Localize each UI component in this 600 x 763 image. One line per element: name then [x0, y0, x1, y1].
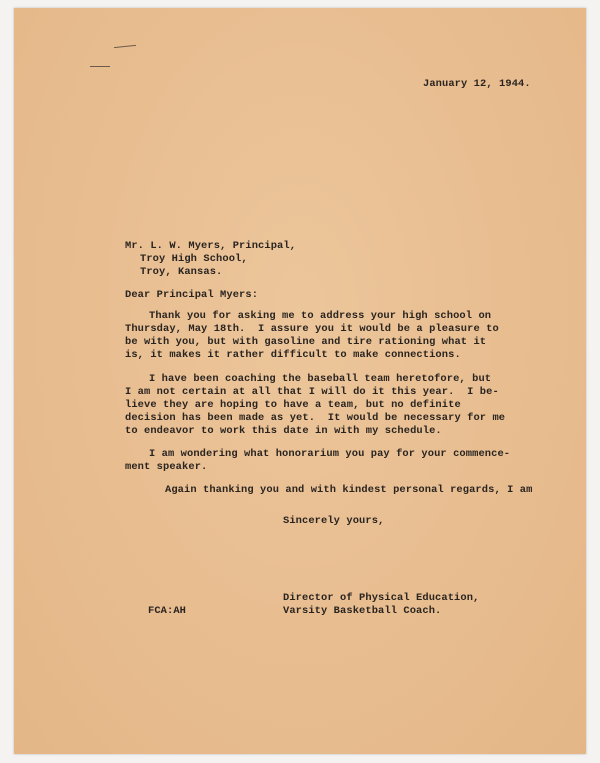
- reference-initials: FCA:AH: [148, 605, 187, 617]
- signature-line: Director of Physical Education,: [283, 592, 480, 604]
- body-line: I am not certain at all that I will do it this year. I be-: [125, 386, 499, 398]
- salutation: Dear Principal Myers:: [125, 289, 259, 301]
- body-line: Thursday, May 18th. I assure you it would be a pleasure to: [125, 323, 499, 335]
- body-line: lieve they are hoping to have a team, but no definite: [125, 399, 461, 411]
- body-line: decision has been made as yet. It would be necessary for me: [125, 412, 506, 424]
- recipient-line: Mr. L. W. Myers, Principal,: [125, 240, 297, 252]
- body-line: be with you, but with gasoline and tire rationing what it: [125, 336, 487, 348]
- closing: Sincerely yours,: [283, 515, 385, 527]
- recipient-line: Troy, Kansas.: [140, 266, 223, 278]
- body-line: I have been coaching the baseball team heretofore, but: [149, 373, 492, 385]
- signature-line: Varsity Basketball Coach.: [283, 605, 442, 617]
- letter-date: January 12, 1944.: [423, 78, 531, 90]
- pencil-mark: [114, 45, 136, 48]
- body-line: ment speaker.: [125, 461, 208, 473]
- body-line: Again thanking you and with kindest personal regards, I am: [165, 484, 533, 496]
- pencil-mark: [90, 66, 110, 67]
- recipient-line: Troy High School,: [140, 253, 248, 265]
- body-line: to endeavor to work this date in with my schedule.: [125, 425, 442, 437]
- body-line: Thank you for asking me to address your high school on: [149, 310, 492, 322]
- body-line: I am wondering what honorarium you pay for your commence-: [149, 448, 511, 460]
- body-line: is, it makes it rather difficult to make connections.: [125, 349, 461, 361]
